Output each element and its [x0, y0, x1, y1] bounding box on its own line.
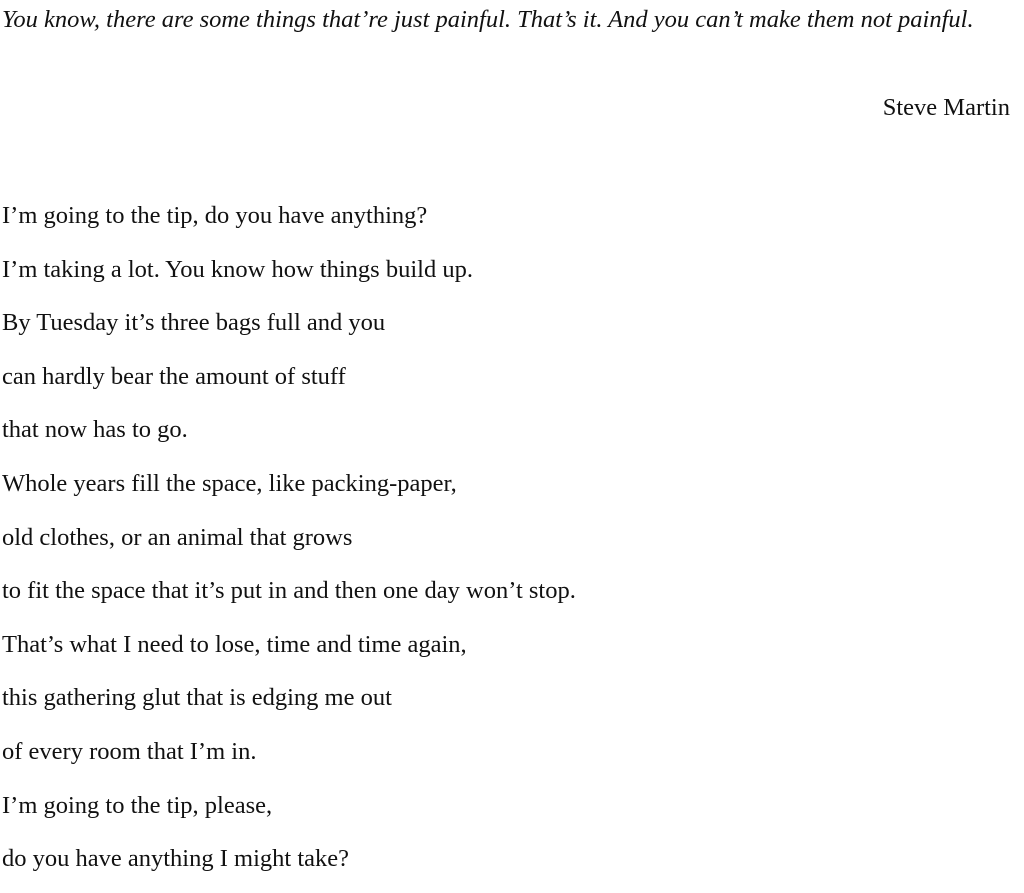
poem-line: of every room that I’m in. [2, 737, 257, 765]
poem-line: That’s what I need to lose, time and time again, [2, 630, 467, 658]
poem-line: this gathering glut that is edging me out [2, 684, 392, 712]
poem-line: that now has to go. [2, 416, 188, 444]
poem-line: Whole years fill the space, like packing-paper, [2, 469, 457, 497]
poem-line: I’m going to the tip, do you have anything? [2, 202, 428, 229]
poem-line: old clothes, or an animal that grows [2, 523, 353, 551]
poem-line: By Tuesday it’s three bags full and you [2, 309, 386, 337]
poem-line: do you have anything I might take? [2, 845, 349, 873]
poem-line: can hardly bear the amount of stuff [2, 362, 346, 390]
epigraph-quote: You know, there are some things that’re just painful. That’s it. And you can’t make them not painful. [2, 6, 974, 33]
poem-line: to fit the space that it’s put in and then one day won’t stop. [2, 577, 576, 605]
poem-line: I’m going to the tip, please, [2, 791, 273, 819]
poem-line: I’m taking a lot. You know how things build up. [2, 255, 473, 283]
epigraph-attribution: Steve Martin [882, 94, 1010, 121]
poem-body [2, 196, 576, 893]
